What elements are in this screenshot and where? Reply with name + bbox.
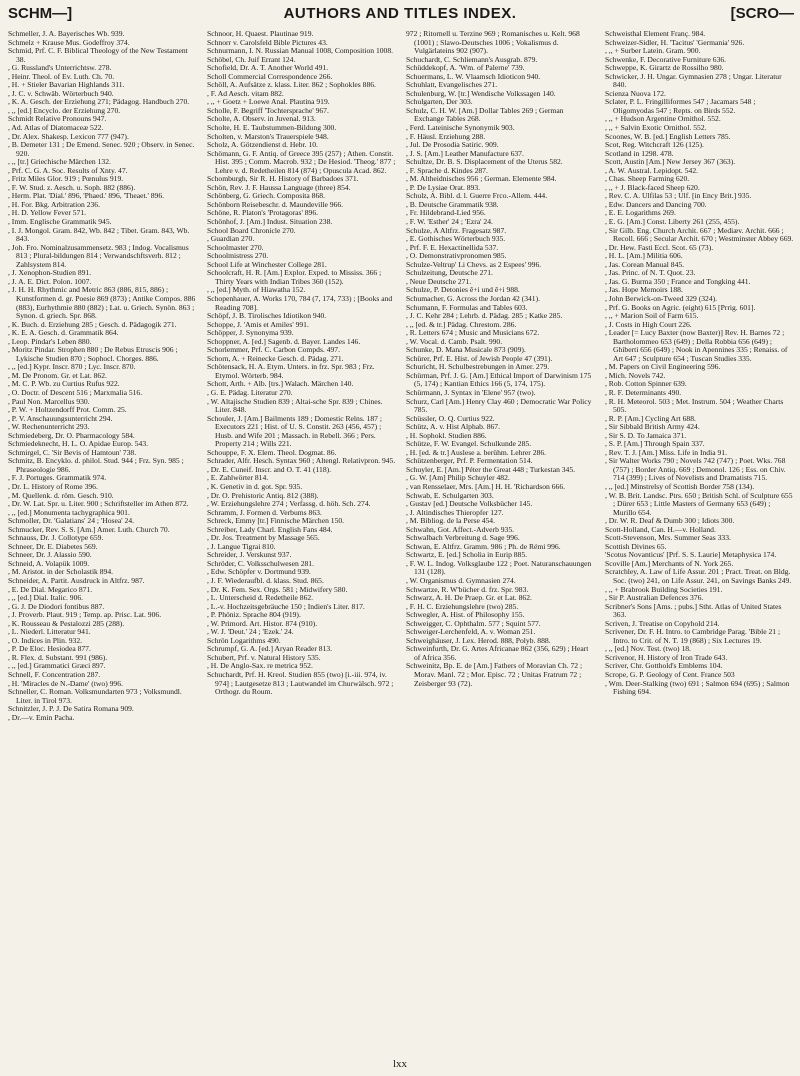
index-entry: , S. P. [Am.] Through Spain 337. (605, 439, 705, 449)
index-entry: Schuermans, L. W. Vlaamsch Idioticon 940. (406, 71, 541, 81)
index-entry: Schmoller, Dr. 'Galatians' 24 ; 'Hosea' 24. (8, 516, 135, 526)
index-entry: , K. E. A. Gesch. d. Grammatik 864. (8, 328, 119, 338)
index-entry: Schütze, F. W. Evangel. Schulkunde 285. (406, 439, 532, 449)
index-entry: Scrivener, Dr. F. H. Intro. to Cambridge Parag. 'Bible 21 ; Intro. to Crit. of N. T. 19 (868) ; Six Lectures 19. (605, 627, 781, 645)
index-entry: Schulz, A. Bibl. d. l. Guerre Frco.-Allem. 444. (406, 191, 548, 201)
index-entry: Schöll, A. Aufsätze z. klass. Liter. 862 ; Sophokles 886. (207, 80, 376, 90)
index-entry: , Sir P. Australian Defences 376. (605, 593, 704, 603)
index-entry: , K. A. Gesch. der Erziehung 271; Pädagog. Handbuch 270. (8, 97, 190, 107)
index-entry: , van Rensselaer, Mrs. [Am.] H. H. 'Richardson 666. (406, 481, 566, 491)
index-entry: Schulgarten, Der 303. (406, 97, 473, 107)
index-entry: Schouler, J. [Am.] Bailments 189 ; Domestic Relns. 187 ; Executors 221 ; Hist. of U. S. Constit. 263 (456, 457) ; Husb. and Wife 201 ; Massach. in Rebell. 366 ; Pers. Property 214 ; Wills 221. (207, 413, 382, 449)
index-entry: , Jas. Hope Memoirs 188. (605, 285, 683, 295)
index-entry: Schneller, C. Roman. Volksmundarten 973 ; Volksmundl. Liter. in Tirol 973. (8, 687, 182, 705)
index-entry: , W. Vocal. d. Camb. Psalt. 990. (406, 336, 503, 346)
index-entry: , P. De Eloc. Hesiodea 877. (8, 644, 91, 654)
index-entry: 972 ; Ritornell u. Terzine 969 ; Romanisches u. Kelt. 968 (1001) ; Slawo-Deutsches 1006 ; Vokalismus d. Vulgärlateins 902 (907). (406, 30, 580, 56)
index-entry: , K. Rousseau & Pestalozzi 285 (288). (8, 618, 125, 628)
index-entry: , F. W. Stud. z. Aesch. u. Soph. 882 (886). (8, 182, 136, 192)
index-entry: , E. Gothisches Wörterbuch 935. (406, 234, 506, 244)
index-entry: Schneer, Dr. J. Alassio 590. (8, 550, 92, 560)
index-entry: Schwarz, A. H. De Praep. Gr. et Lat. 862. (406, 593, 532, 603)
index-entry: School Life at Winchester College 281. (207, 259, 327, 269)
index-entry: , R. Flex. d. Substant. 991 (986). (8, 652, 108, 662)
index-entry: , M. De Pronom. Gr. et Lat. 862. (8, 370, 107, 380)
index-entry: , Sir Sibbald British Army 424. (605, 422, 700, 432)
index-entry: Schöbel, Ch. Juif Errant 124. (207, 54, 296, 64)
index-entry: , Dr. L. History of Rome 396. (8, 481, 98, 491)
index-entry: , Herm. Plat. 'Dial.' 896, 'Phaed.' 896, 'Theaet.' 896. (8, 191, 165, 201)
index-entry: Schütz, A. v. Hist Alphab. 867. (406, 422, 501, 432)
index-entry: , Rob. Cotton Spinner 639. (605, 379, 687, 389)
index-entry: Schmeller, J. A. Bayerisches Wb. 939. (8, 30, 125, 38)
index-entry: Scholte, H. E. Taubstummen-Bildung 300. (207, 123, 337, 133)
index-entry: , ,, + Marion Soil of Farm 615. (605, 311, 699, 321)
index-entry: , ,, + Goetz + Loewe Anal. Plautina 919. (207, 97, 330, 107)
index-entry: Schreiber, Lady Charl. English Fans 484. (207, 524, 333, 534)
index-entry: Schweisthal Element Franç. 984. (605, 30, 706, 38)
index-entry: , P. Phöniz. Sprache 804 (919). (207, 610, 301, 620)
index-entry: , Wm. Deer-Stalking (two) 691 ; Salmon 694 (695) ; Salmon Fishing 694. (605, 678, 790, 697)
index-entry: Schnitzler, J. P. J. De Satira Romana 909. (8, 704, 134, 714)
index-entry: , Sir Walter Works 790 ; Novels 742 (747) ; Poet. Wks. 768 (757) ; Border Antiq. 669 ; Demonol. 126 ; Ess. on Chiv. 714 (399) ; Lives of Novelists and Dramatists 715. (605, 456, 786, 483)
index-entry: , Neue Deutsche 271. (406, 276, 472, 286)
index-entry: Schulze, A Altfrz. Fragesatz 987. (406, 225, 507, 235)
index-entry: , Sir Gilb. Eng. Church Archit. 667 ; Mediæv. Archit. 666 ; Recoll. 666 ; Secular Archit. 670 ; Westminster Abbey 669. (605, 225, 794, 244)
index-entry: Schmid, Prf. C. F. Biblical Theology of the New Testament 38. (8, 46, 188, 64)
index-entry: Schmucker, Rev. S. S. [Am.] Amer. Luth. Church 70. (8, 524, 170, 534)
index-entry: Schwartz, E. [ed.] Scholia in Eurip 885. (406, 550, 528, 560)
index-entry: , R. H. Meteorol. 503 ; Met. Instrum. 504 ; Weather Charts 505. (605, 396, 784, 415)
index-entry: , B. Demeter 131 ; De Emend. Senec. 920 ; Observ. in Senec. 920. (8, 140, 195, 158)
index-entry: Schultze, Dr. B. S. Displacement of the Uterus 582. (406, 157, 563, 167)
index-entry: , M. Quellenk. d. röm. Gesch. 910. (8, 490, 114, 500)
index-column-4 (605, 30, 794, 1050)
index-entry: Scholte, A. Observ. in Juvenal. 913. (207, 114, 316, 124)
index-entry: Schweiger-Lerchenfeld, A. v. Woman 251. (406, 627, 536, 637)
index-entry: Schützenberger, Prf. P. Fermentation 514. (406, 456, 533, 466)
index-entry: Schönhof, J. [Am.] Indust. Situation 238. (207, 217, 333, 227)
index-entry: Scott-Holland, Can. H.—v. Holland. (605, 524, 716, 534)
index-entry: , F. W. 'Esther' 24 ; 'Ezra' 24. (406, 217, 493, 227)
index-entry: Schweigger, C. Ophthalm. 577 ; Squint 577. (406, 618, 541, 628)
index-entry: Schön, Rev. J. F. Haussa Language (three) 854. (207, 182, 351, 192)
index-entry: Schubert, Prf. v. Natural History 535. (207, 652, 321, 662)
index-entry: Schnoor, H. Quaest. Plautinae 919. (207, 30, 314, 38)
index-entry: , ,, [ed.] Monumenta tachygraphica 901. (8, 507, 130, 517)
index-entry: , Prf. G. Books on Agric. (eight) 615 [Prrig. 601]. (605, 302, 756, 312)
index-entry: , Gustav [ed.] Deutsche Volksbücher 145. (406, 499, 533, 509)
index-entry: , Heinr. Theol. of Ev. Luth. Ch. 70. (8, 71, 115, 81)
index-columns (8, 30, 794, 1050)
index-entry: Schwahn, Got. Affect.-Adverb 935. (406, 524, 515, 534)
index-entry: Schulz, C. H. W. [Am.] Dollar Tables 269 ; German Exchange Tables 268. (406, 105, 564, 124)
index-entry: Schrader, Alfr. Hesch. Syntax 960 ; Altengl. Relativpron. 945. (207, 456, 396, 466)
index-entry: Schoppner, A. [ed.] Sagenb. d. Bayer. Landes 146. (207, 336, 361, 346)
index-entry: Schulzeitung, Deutsche 271. (406, 268, 493, 278)
index-entry: Schulze, P. Detonies ê+i und ê+i 988. (406, 285, 520, 295)
index-entry: Scoones, W. B. [ed.] English Letters 785. (605, 131, 731, 141)
index-entry: , ,, [ed.] Nov. Test. (two) 18. (605, 644, 691, 654)
index-entry: Schrumpf, G. A. [ed.] Aryan Reader 813. (207, 644, 333, 654)
index-entry: , J. A. E. Dict. Polon. 1007. (8, 276, 92, 286)
index-entry: , H. For. Bkg. Arbitration 236. (8, 199, 100, 209)
index-entry: Scotland in 1298. 478. (605, 148, 674, 158)
index-entry: , ,, + Surber Latein. Gram. 900. (605, 46, 701, 56)
index-entry: , Jul. De Prosodia Satiric. 909. (406, 140, 499, 150)
index-entry: , Ferd. Lateinische Synonymik 903. (406, 123, 515, 133)
index-entry: Scriven, J. Treatise on Copyhold 214. (605, 618, 720, 628)
index-entry: , P. V. Anschauungsunterricht 294. (8, 413, 113, 423)
index-entry: , H. D. Yellow Fever 571. (8, 208, 87, 218)
index-entry: , R. Letters 674 ; Music and Musicians 672. (406, 328, 540, 338)
index-entry: , W. Organismus d. Gymnasien 274. (406, 576, 516, 585)
index-entry: , F. Ad Aesch. vitam 882. (207, 88, 284, 98)
index-entry: Scrope, G. P. Geology of Cent. France 503 (605, 670, 735, 680)
index-entry: , Moritz Pindar. Strophen 880 ; De Rebus Etruscis 906 ; Lykische Studien 870 ; Sophocl. Chorges. 886. (8, 345, 178, 363)
index-entry: , Dr.—v. Emin Pacha. (8, 712, 75, 722)
index-entry: , E. Zahlwörter 814. (207, 473, 269, 483)
index-entry: Schweizer-Sidler, H. 'Tacitus' 'Germania' 926. (605, 37, 745, 47)
index-entry: Schnell, F. Concentration 287. (8, 670, 101, 680)
index-entry: , O. Indices in Plin. 932. (8, 635, 83, 645)
index-entry: Scribner's Sons [Ams. ; pubs.] Stht. Atlas of United States 363. (605, 601, 782, 620)
index-entry: Schwartze, R. W'bücher d. frz. Spr. 983. (406, 584, 529, 594)
index-entry: Schürmann, J. Syntax in 'Elene' 957 (two). (406, 387, 536, 397)
index-entry: Schuyler, E. [Am.] Péter the Great 448 ; Turkestan 345. (406, 464, 576, 474)
index-entry: , Ad. Atlas of Diatomaceæ 522. (8, 123, 104, 133)
index-entry: Schmiedeknecht, H. L. O. Apidae Europ. 543. (8, 439, 149, 449)
index-entry: Schnauss, Dr. J. Collotype 659. (8, 533, 104, 543)
index-entry: Schoppe, J. 'Amis et Amiles' 991. (207, 319, 309, 329)
index-entry: 'Scotus Novanticus' [Prf. S. S. Laurie] Metaphysica 174. (605, 550, 777, 560)
index-entry: Scholle, F. Begriff 'Tochtersprache' 967. (207, 105, 329, 115)
index-entry: , Leop. Pindar's Leben 880. (8, 336, 92, 346)
index-entry: Scriver, Chr. Gotthold's Emblems 104. (605, 661, 723, 671)
index-entry: Scoville [Am.] Merchants of N. York 265. (605, 558, 734, 568)
index-entry: , F. H. C. Erziehungslehre (two) 285. (406, 601, 519, 611)
index-entry: , Joh. Fro. Nominalzusammensetz. 983 ; Indog. Vocalismus 813 ; Plural-bildungen 814 ; Verwandschftsverh. 812 ; Zahlsystem 814. (8, 242, 189, 269)
index-entry: , ,, + Brabrook Building Societies 191. (605, 584, 723, 594)
index-entry: , O. Demonstrativpronomen 985. (406, 251, 507, 261)
index-entry: Schmidt Relative Pronouns 947. (8, 114, 107, 124)
index-column-1 (8, 30, 197, 1050)
index-entry: , M. Altheidnisches 956 ; German. Elemente 984. (406, 174, 557, 184)
index-entry: , Jas. Corean Manual 845. (605, 259, 685, 269)
index-entry: , E. G. [Am.] Const. Liberty 261 (255, 455). (605, 217, 740, 227)
index-entry: Schnurmann, I. N. Russian Manual 1008, Composition 1008. (207, 46, 394, 56)
index-entry: , ,, [ed.] Kypr. Inscr. 870 ; Lyc. Inscr. 870. (8, 362, 136, 372)
index-entry: , G. Russland's Unterrichtsw. 278. (8, 63, 112, 73)
index-entry: , W. Altajische Studien 839 ; Altai-sche Spr. 839 ; Chines. Liter. 848. (207, 396, 383, 415)
index-entry: , Dr. Hew. Fasti Eccl. Scot. 65 (73). (605, 242, 714, 252)
index-entry: Schreck, Emmy [tr.] Finnische Märchen 150. (207, 516, 345, 526)
index-entry: , F. Sprache d. Kindes 287. (406, 165, 488, 175)
index-entry: Scrivenor, H. History of Iron Trade 643. (605, 652, 728, 662)
index-entry: , Dr. Alex. Shakesp. Lexicon 777 (947). (8, 131, 129, 141)
index-entry: , J. Altindisches Thieropfer 127. (406, 507, 504, 517)
index-entry: , ,, [ed.] Myth. of Hiawatha 152. (207, 285, 306, 295)
index-entry: , W. J. 'Deut.' 24 ; 'Ezek.' 24. (207, 627, 294, 637)
index-entry: , John Berwick-on-Tweed 329 (324). (605, 293, 718, 303)
index-entry: Schoolmistress 270. (207, 251, 269, 261)
index-entry: Schwalbach Verbreitung d. Sage 996. (406, 533, 520, 543)
index-entry: Scott, Austin [Am.] New Jersey 367 (363). (605, 157, 736, 167)
index-entry: Schöne, R. Platon's 'Protagoras' 896. (207, 208, 319, 218)
index-entry: , G. E. Pädag. Literatur 270. (207, 387, 293, 397)
index-entry: , E. E. Logarithms 269. (605, 208, 676, 218)
index-entry: Schoolcraft, H. R. [Am.] Explor. Exped. to Mississ. 366 ; Thirty Years with Indian Tribes 360 (152). (207, 268, 382, 286)
index-entry: Schüddekopf, A. 'Wm. of Palerne' 739. (406, 63, 525, 73)
index-entry: , I. J. Mongol. Gram. 842, Wb. 842 ; Tibet. Gram. 843, Wb. 843. (8, 225, 190, 244)
index-entry: Schneer, Dr. E. Diabetes 569. (8, 541, 98, 551)
index-entry: , W. Rechenunterricht 293. (8, 422, 90, 432)
index-entry: , Leader [= Lucy Baxter (now Baxter)] Rev. H. Barnes 72 ; Bartholommeo 653 (649) ; Della Robbia 656 (649) ; Ghiberti 656 (649) ; Nook in Apennines 335 ; Renaiss. of Art 647 ; Sculpture 654 ; Tuscan Studies 335. (605, 328, 788, 363)
index-entry: , Mich. Novels 742. (605, 370, 666, 380)
index-entry: , B. Deutsche Grammatik 938. (406, 199, 499, 209)
index-entry: Schorlemmer, Prf. C. Carbon Compds. 497. (207, 345, 340, 355)
index-entry: , H. L. [Am.] Militia 606. (605, 251, 683, 261)
index-entry: , J. Xenophon-Studien 891. (8, 268, 92, 278)
index-entry: Schulze-Veltrup' Li Chevs. as 2 Espees' 996. (406, 259, 542, 269)
index-entry: , W. Primord. Art. Histor. 874 (910). (207, 618, 318, 628)
index-entry: , F. Häusl. Erziehung 288. (406, 131, 486, 141)
index-entry: , Dr. W. R. Deaf & Dumb 300 ; Idiots 300. (605, 516, 735, 526)
index-entry: Scratchley, A. Law of Life Assur. 201 ; Pract. Treat. on Bldg. Soc. (two) 241, on Life Assur. 241, on Savings Banks 249. (605, 567, 792, 585)
index-entry: , E. De Dial. Megarico 871. (8, 584, 93, 594)
index-entry: , Prf. F. E. Hexactinellida 537. (406, 242, 499, 252)
index-entry: , H. De Anglo-Sax. re metrica 952. (207, 661, 313, 671)
index-entry: , Chas. Sheep Farming 620. (605, 174, 690, 184)
index-entry: Schwegler, A. Hist. of Philosophy 155. (406, 610, 525, 620)
index-entry: , H. + Stieler Bavarian Highlands 311. (8, 80, 125, 90)
index-entry: , Prf. C. G. A. Soc. Results of Xnty. 47. (8, 165, 128, 175)
index-entry: , Paul Non. Marcellus 930. (8, 396, 90, 406)
index-entry: , J. C. Kehr 284 ; Lehrb. d. Pädag. 285 ; Katke 285. (406, 311, 563, 321)
index-entry: , A. W. Austral. Lepidopt. 542. (605, 165, 699, 175)
index-entry: , J. Langue Tigrai 810. (207, 541, 276, 551)
index-entry: Schuricht, H. Schulbestrebungen in Amer. 279. (406, 362, 550, 372)
index-entry: Schweighäuser, J. Lex. Herod. 888, Polyb. 888. (406, 635, 551, 645)
index-entry: Schröder, C. Volksschulwesen 281. (207, 558, 314, 568)
index-entry: , ,, [ed.] Minstrelsy of Scottish Border 758 (134). (605, 481, 755, 491)
index-entry: Schouppe, F. X. Elem. Theol. Dogmat. 86. (207, 447, 337, 457)
index-entry: Schönborn Reisebeschr. d. Maundeville 966. (207, 199, 344, 209)
index-entry: Schwicker, J. H. Ungar. Gymnasien 278 ; Ungar. Literatur 840. (605, 71, 782, 90)
index-entry: , J. H. H. Rhythmic and Metric 863 (886, 815, 886) ; Kunstformen d. gr. Poesie 869 (873) ; Antike Compos. 886 (883), Eurhythmie 880 (882) ; Lat. u. Griech. Synön. 863 ; Synon. d. griech. Spr. 868. (8, 285, 196, 321)
index-entry: , Guardian 270. (207, 234, 255, 244)
index-entry: Schwab, E. Schulgarten 303. (406, 490, 494, 500)
index-entry: Schüssler, O. Q. Curtius 922. (406, 413, 495, 423)
index-entry: , K. Genetiv in d. got. Spr. 935. (207, 481, 303, 491)
header-title: AUTHORS AND TITLES INDEX. (283, 5, 517, 22)
index-entry: Schürman, Prf. J. G. [Am.] Ethical Import of Darwinism 175 (5, 174) ; Kantian Ethics 166 (5, 174, 175). (406, 370, 592, 389)
index-entry: , H. 'Miracles de N.-Dame' (two) 996. (8, 678, 123, 688)
index-entry: Schönberg, G. Griech. Composita 868. (207, 191, 325, 201)
index-entry: , Jas. G. Burma 350 ; France and Tongking 441. (605, 276, 751, 286)
index-entry: , Dr. W. Lat. Spr. u. Liter. 900 ; Schriftsteller im Athen 872. (8, 499, 189, 509)
index-entry: , J. S. [Am.] Leather Manufacture 637. (406, 148, 524, 158)
index-entry: Schötensack, H. A. Etym. Unters. in frz. Spr. 983 ; Frz. Etymol. Wörterb. 984. (207, 362, 375, 380)
index-entry: , ,, [ed. & tr.] Pädag. Chrestom. 286. (406, 319, 517, 329)
index-entry: Schwenke, F. Decorative Furniture 636. (605, 54, 727, 64)
index-entry: , J. Costs in High Court 226. (605, 319, 692, 329)
index-entry: , ,, [ed.] Grammatici Græci 897. (8, 661, 106, 671)
index-entry: Schofield, Dr. A. T. Another World 491. (207, 63, 329, 73)
index-entry: Schmirgel, C. 'Sir Bevis of Hamtoun' 738. (8, 447, 137, 457)
index-column-3 (406, 30, 595, 1050)
index-entry: Schmelz + Krause Mus. Godeffroy 374. (8, 37, 130, 47)
index-entry: , G. J. De Diodori fontibus 887. (8, 601, 105, 611)
index-entry: Scottish Divines 65. (605, 541, 667, 551)
index-entry: , M. Papers on Civil Engineering 596. (605, 362, 721, 372)
index-entry: , J. Proverb. Plaut. 919 ; Temp. ap. Prisc. Lat. 906. (8, 610, 162, 620)
index-entry: , ,, [ed.] Encyclo. der Erziehung 270. (8, 105, 121, 115)
index-entry: Scienza Nuova 172. (605, 88, 666, 98)
header-right: [SCRO— (730, 5, 794, 22)
index-entry: , M. C. P. Wb. zu Curtius Rufus 922. (8, 379, 120, 389)
index-entry: Schott, Arth. + Alb. [trs.] Walach. Märchen 140. (207, 379, 354, 389)
index-entry: , ,, + J. Black-faced Sheep 620. (605, 182, 700, 192)
index-entry: , Dr. K. Fem. Sex. Orgs. 581 ; Midwifery 580. (207, 584, 348, 594)
index-entry: , G. W. [Am] Philip Schuyler 482. (406, 473, 510, 483)
index-entry: Schumann, F. Formulas and Tables 603. (406, 302, 528, 312)
index-entry: , Rev. C. A. Ulfilas 53 ; Ulf. [in Ency Brit.] 935. (605, 191, 752, 201)
index-entry: Schopenhauer, A. Works 170, 784 (7, 174, 733) ; [Books and Reading 708]. (207, 293, 393, 312)
index-entry: , M. Bibliog. de la Perse 454. (406, 516, 496, 526)
index-entry: , L. Unterscheid d. Redetheile 862. (207, 593, 314, 603)
index-entry: , J. F. Wiederaufbl. d. klass. Stud. 865. (207, 576, 324, 585)
index-entry: , ,, + Hudson Argentine Ornithol. 552. (605, 114, 721, 124)
index-entry: , Fr. Hildebrand-Lied 956. (406, 208, 486, 218)
index-entry: Schurz, Carl [Am.] Henry Clay 460 ; Democratic War Policy 785. (406, 396, 592, 415)
index-entry: , Edw. Schöpfer v. Dortmund 939. (207, 567, 311, 577)
index-entry: , J. C. v. Schwäb. Wörterbuch 940. (8, 88, 114, 98)
index-entry: , L.-v. Hochzeitsgebräuche 150 ; Indien's Liter. 817. (207, 601, 365, 611)
index-entry: Schorn, A. + Reinecke Gesch. d. Pädag. 271. (207, 353, 344, 363)
index-entry: School Board Chronicle 270. (207, 225, 296, 235)
index-entry: Schöpf, J. B. Tirolisches Idiotikon 940. (207, 311, 327, 321)
index-entry: Schumacher, G. Across the Jordan 42 (341). (406, 293, 541, 303)
index-entry: Scholz, A. Götzendienst d. Hebr. 10. (207, 140, 318, 150)
index-entry: , Sir S. D. To Jamaica 371. (605, 430, 687, 440)
index-entry: , Imm. Englische Grammatik 945. (8, 217, 112, 227)
index-entry: Schuhlatt, Evangelisches 271. (406, 80, 498, 90)
index-entry: Sclater, P. L. Fringilliformes 547 ; Jacamars 548 ; Oligomyodas 547 ; Repts. on Birds 552. (605, 97, 756, 115)
index-entry: Schweppe, K. Girartz de Rossilho 980. (605, 63, 724, 73)
index-entry: , Rev. T. J. [Am.] Miss. Life in India 91. (605, 447, 727, 457)
index-entry: Schnorr v. Carolsfeld Bible Pictures 43. (207, 37, 328, 47)
index-entry: Schramm, J. Formen d. Verbums 863. (207, 507, 322, 517)
index-entry: Scot, Reg. Witchcraft 126 (125). (605, 140, 704, 150)
index-entry: Scott-Stevenson, Mrs. Summer Seas 333. (605, 533, 731, 543)
index-entry: , P. De Lysiae Orat. 893. (406, 182, 481, 192)
index-entry: , W. B. Brit. Landsc. Ptrs. 650 ; British Schl. of Sculpture 655 ; Dürer 653 ; Little Masters of Germany 653 (649) ; Murillo 654. (605, 490, 793, 517)
index-entry: Schmitz, B. Encyklo. d. philol. Stud. 944 ; Frz. Syn. 985 ; Phraseologie 986. (8, 456, 184, 474)
index-entry: Schwan, E. Altfrz. Gramm. 986 ; Ph. de Rémi 996. (406, 541, 561, 551)
index-entry: , F. W. L. Indog. Volksglaube 122 ; Poet. Naturanschauungen 131 (128). (406, 558, 592, 577)
index-entry: Schuchardt, Prf. H. Kreol. Studien 855 (two) [i.-iii. 974, iv. 974] ; Lautgesetze 813 ; Lautwandel im Churwälsch. 972 ; Orthogr. du Roum. (207, 670, 394, 697)
page-number: lxx (392, 1058, 408, 1070)
index-entry: , W. Erziehungslehre 274 ; Verfassg. d. höh. Sch. 274. (207, 499, 371, 509)
index-entry: , O. Doctr. of Descent 516 ; Marxmalia 516. (8, 387, 143, 397)
index-entry: Schneid, A. Volapük 1009. (8, 558, 90, 568)
index-entry: Schomburgh, Sir R. H. History of Barbadoes 371. (207, 174, 359, 184)
index-entry: , ,, [tr.] Griechische Märchen 132. (8, 157, 111, 167)
index-entry: , K. Buch. d. Erziehung 285 ; Gesch. d. Pädagogik 271. (8, 319, 177, 329)
index-entry: , Dr. Jos. Treatment by Massage 565. (207, 533, 320, 543)
index-entry: , H. Sophokl. Studien 886. (406, 430, 487, 440)
index-entry: , R. F. Determinants 490. (605, 387, 682, 397)
index-entry: Schürer, Prf. E. Hist. of Jewish People 47 (391). (406, 353, 553, 363)
index-entry: Schweinitz, Bp. E. de [Am.] Fathers of Moravian Ch. 72 ; Morav. Manl. 72 ; Mor. Episc. 72 ; Unitas Fratrum 72 ; Zeisberger 93 (72). (406, 661, 583, 688)
index-entry: , Fritz Miles Glor. 919 ; Pœnulus 919. (8, 174, 124, 184)
index-entry: , R. P. [Am.] Cycling Art 688. (605, 413, 696, 423)
index-entry: Schreider, J. Verskunst 937. (207, 550, 292, 560)
index-entry: Schunke, D. Mana Musicale 873 (909). (406, 345, 526, 355)
index-entry: , ,, [ed.] Dial. Italic. 906. (8, 593, 84, 603)
index-entry: , Jas. Princ. of N. T. Quot. 23. (605, 268, 696, 278)
index-entry: Scholten, v. Marston's Trauerspiele 948. (207, 131, 329, 141)
index-entry: Schuchardt, C. Schliemann's Ausgrab. 879. (406, 54, 538, 64)
page-header (0, 0, 800, 28)
index-entry: Schulenburg, W. [tr.] Wendische Volkssagen 140. (406, 88, 556, 98)
index-entry: Schweinfurth, Dr. G. Artes Africanae 862 (356, 629) ; Heart of Africa 356. (406, 644, 589, 662)
index-entry: , M. Aristot. in der Scholastik 894. (8, 567, 114, 577)
index-entry: Schrön Logarithms 490. (207, 635, 281, 645)
index-entry: , L. Niederl. Litteratur 941. (8, 627, 91, 637)
index-entry: Schmiedeberg, Dr. O. Pharmacology 584. (8, 430, 135, 440)
index-entry: , Edw. Dancers and Dancing 700. (605, 199, 707, 209)
index-entry: , F. J. Portuges. Grammatik 974. (8, 473, 107, 483)
index-entry: Schömann, G. F. Antiq. of Greece 395 (257) ; Athen. Constit. Hist. 395 ; Comm. Macrob. 932 ; De Hesiod. 'Theog.' 877 ; Lehre v. d. Redetheilen 814 (874) ; Opuscula Acad. 862. (207, 148, 396, 175)
index-entry: , H. [ed. & tr.] Auslese a. berühm. Lehrer 286. (406, 447, 547, 457)
index-column-2 (207, 30, 396, 1050)
index-entry: , Dr. O. Prehistoric Antiq. 812 (388). (207, 490, 319, 500)
index-entry: Schneider, A. Partit. Ausdruck in Altfrz. 987. (8, 576, 145, 585)
index-entry: , P. W. + Holtzendorff Prot. Comm. 25. (8, 405, 127, 415)
header-left: SCHM—] (8, 5, 73, 22)
index-entry: , ,, + Salvin Exotic Ornithol. 552. (605, 123, 707, 133)
index-entry: , Dr. E. Cuneif. Inscr. and O. T. 41 (118). (207, 464, 332, 474)
index-entry: Schoolmaster 270. (207, 242, 264, 252)
index-entry: Scholl Commercial Correspondence 266. (207, 71, 333, 81)
index-entry: Schöpper, J. Synonyma 939. (207, 328, 294, 338)
